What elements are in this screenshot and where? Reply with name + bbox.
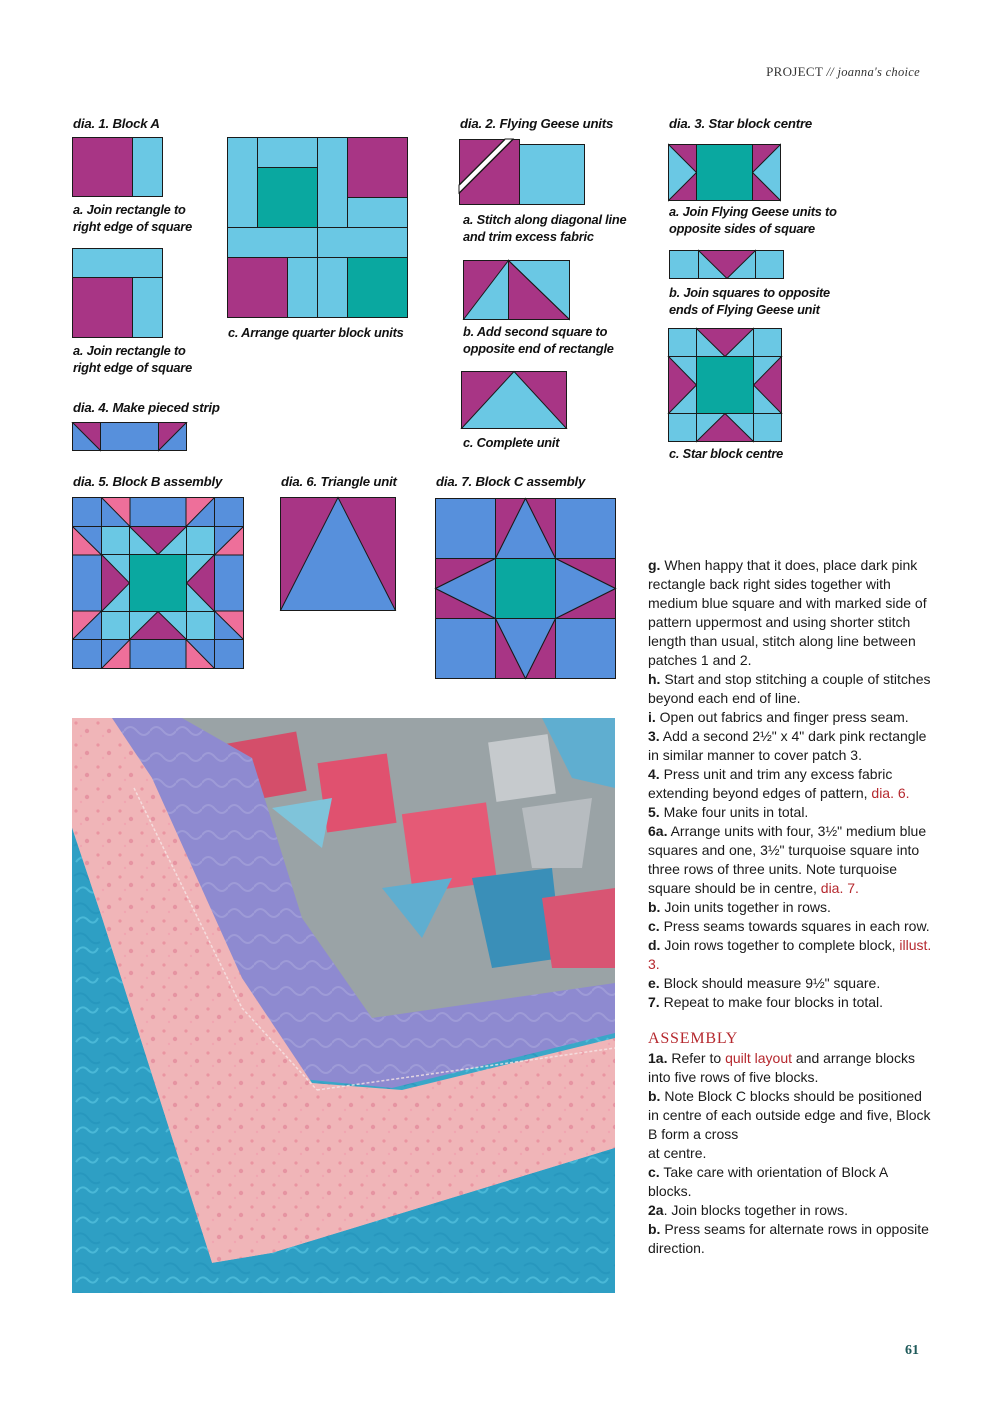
quilt-photo: [72, 718, 615, 1293]
dia2-complete-unit-diagram: [461, 371, 567, 429]
dia2-step-a-diagram: [459, 139, 585, 206]
dia2-step-b-diagram: [463, 260, 570, 320]
dia1-cap-b: a. Join rectangle to right edge of square: [73, 343, 193, 375]
step-i: i. Open out fabrics and finger press seam.: [648, 709, 909, 725]
step-7: 7. Repeat to make four blocks in total.: [648, 994, 884, 1010]
step-6b: b. Join units together in rows.: [648, 899, 831, 915]
dia1-cap-a: a. Join rectangle to right edge of square: [73, 202, 193, 234]
dia6-triangle-unit-diagram: [280, 497, 396, 611]
dia6-ref-link[interactable]: dia. 6.: [871, 785, 910, 801]
dia1-quarter-block-diagram: [227, 137, 408, 318]
header-separator: //: [823, 65, 838, 79]
running-header: [650, 64, 920, 80]
step-3: 3. Add a second 2½" x 4" dark pink rectangle in similar manner to cover patch 3.: [648, 728, 927, 763]
step-5: 5. Make four units in total.: [648, 804, 809, 820]
header-project: PROJECT: [766, 64, 824, 79]
dia7-title: dia. 7. Block C assembly: [436, 474, 586, 489]
dia3-cap-c: c. Star block centre: [669, 446, 784, 461]
step-6a: 6a. Arrange units with four, 3½" medium blue squares and one, 3½" turquoise square into three rows of three units. Note turquoise square should be in centre, dia. 7.: [648, 823, 927, 896]
page-number: 61: [905, 1343, 919, 1358]
dia7-block-c-diagram: [435, 498, 616, 679]
step-6d: d. Join rows together to complete block, illust. 3.: [648, 937, 932, 972]
assembly-step-1b: b. Note Block C blocks should be positioned in centre of each outside edge and five, Block B form a cross at centre.: [648, 1088, 931, 1161]
step-h: h. Start and stop stitching a couple of stitches beyond each end of line.: [648, 671, 931, 706]
instructions-column: [648, 556, 933, 1258]
step-6c: c. Press seams towards squares in each row.: [648, 918, 930, 934]
dia4-title: dia. 4. Make pieced strip: [73, 400, 220, 415]
dia5-title: dia. 5. Block B assembly: [73, 474, 223, 489]
header-section: joanna's choice: [837, 65, 920, 79]
dia3-step-a-diagram: [668, 144, 781, 201]
dia1-step-a-diagram: [72, 137, 163, 197]
dia6-title: dia. 6. Triangle unit: [281, 474, 397, 489]
dia1-title: dia. 1. Block A: [73, 116, 160, 131]
dia3-star-centre-diagram: [668, 328, 782, 442]
quilt-layout-ref-link[interactable]: quilt layout: [725, 1050, 792, 1066]
dia3-step-b-diagram: [669, 250, 784, 279]
dia2-title: dia. 2. Flying Geese units: [460, 116, 614, 131]
dia5-block-b-diagram: [72, 497, 244, 669]
dia2-cap-a: a. Stitch along diagonal line and trim excess fabric: [463, 212, 627, 244]
illust3-ref-link[interactable]: illust. 3.: [648, 937, 932, 972]
assembly-step-2a: 2a. Join blocks together in rows.: [648, 1202, 848, 1218]
assembly-step-1c: c. Take care with orientation of Block A blocks.: [648, 1164, 888, 1199]
dia1-step-b-diagram: [72, 248, 163, 338]
assembly-heading: ASSEMBLY: [648, 1030, 739, 1047]
dia2-cap-c: c. Complete unit: [463, 435, 560, 450]
dia1-cap-c: c. Arrange quarter block units: [228, 325, 404, 340]
assembly-step-1a: 1a. Refer to quilt layout and arrange blocks into five rows of five blocks.: [648, 1050, 915, 1085]
step-4: 4. Press unit and trim any excess fabric extending beyond edges of pattern, dia. 6.: [648, 766, 910, 801]
dia2-cap-b: b. Add second square to opposite end of rectangle: [463, 324, 614, 356]
dia7-ref-link[interactable]: dia. 7.: [820, 880, 859, 896]
dia3-cap-a: a. Join Flying Geese units to opposite sides of square: [669, 204, 837, 236]
quilt-photo-illustration: [72, 718, 615, 1293]
dia3-cap-b: b. Join squares to opposite ends of Flying Geese unit: [669, 285, 830, 317]
step-6e: e. Block should measure 9½" square.: [648, 975, 881, 991]
dia4-pieced-strip-diagram: [72, 422, 187, 451]
step-g: g. When happy that it does, place dark pink rectangle back right sides together with medium blue square and with marked side of pattern uppermost and using shorter stitch length than usual, stitch along line between patches 1 and 2.: [648, 557, 927, 668]
assembly-step-2b: b. Press seams for alternate rows in opposite direction.: [648, 1221, 929, 1256]
dia3-title: dia. 3. Star block centre: [669, 116, 813, 131]
